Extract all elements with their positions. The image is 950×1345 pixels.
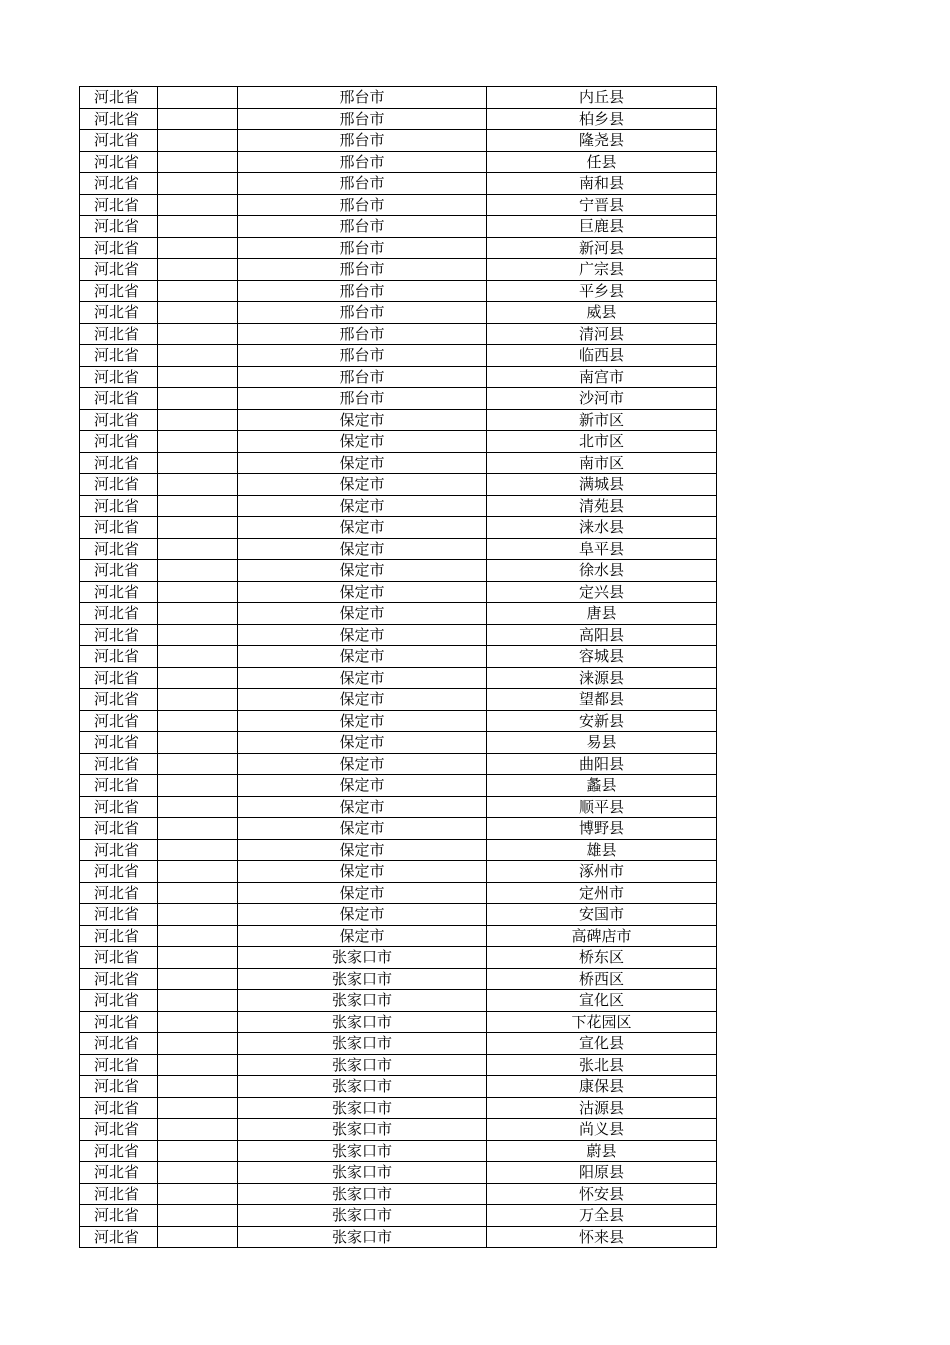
province-cell[interactable]: 河北省 — [80, 689, 158, 711]
city-cell[interactable]: 保定市 — [238, 839, 487, 861]
city-cell[interactable]: 邢台市 — [238, 130, 487, 152]
table-row — [80, 388, 717, 410]
city-cell[interactable]: 邢台市 — [238, 345, 487, 367]
province-cell[interactable]: 河北省 — [80, 237, 158, 259]
county-cell[interactable]: 万全县 — [487, 1205, 717, 1227]
table-row — [80, 194, 717, 216]
blank-cell[interactable] — [158, 753, 238, 775]
county-cell[interactable]: 博野县 — [487, 818, 717, 840]
blank-cell[interactable] — [158, 280, 238, 302]
county-cell[interactable]: 宁晋县 — [487, 194, 717, 216]
county-cell[interactable]: 宣化区 — [487, 990, 717, 1012]
blank-cell[interactable] — [158, 667, 238, 689]
city-cell[interactable]: 保定市 — [238, 581, 487, 603]
table-row — [80, 280, 717, 302]
table-row — [80, 689, 717, 711]
city-cell[interactable]: 保定市 — [238, 710, 487, 732]
county-cell[interactable]: 蔚县 — [487, 1140, 717, 1162]
table-row — [80, 173, 717, 195]
city-cell[interactable]: 邢台市 — [238, 173, 487, 195]
table-row — [80, 431, 717, 453]
province-cell[interactable]: 河北省 — [80, 280, 158, 302]
region-table-body — [80, 87, 717, 1248]
table-row — [80, 345, 717, 367]
city-cell[interactable]: 保定市 — [238, 495, 487, 517]
table-row — [80, 968, 717, 990]
province-cell[interactable]: 河北省 — [80, 517, 158, 539]
province-cell[interactable]: 河北省 — [80, 818, 158, 840]
blank-cell[interactable] — [158, 904, 238, 926]
county-cell[interactable]: 定州市 — [487, 882, 717, 904]
blank-cell[interactable] — [158, 968, 238, 990]
province-cell[interactable]: 河北省 — [80, 925, 158, 947]
county-cell[interactable]: 阜平县 — [487, 538, 717, 560]
city-cell[interactable]: 保定市 — [238, 689, 487, 711]
city-cell[interactable]: 保定市 — [238, 431, 487, 453]
province-cell[interactable]: 河北省 — [80, 452, 158, 474]
province-cell[interactable]: 河北省 — [80, 968, 158, 990]
blank-cell[interactable] — [158, 1162, 238, 1184]
table-row — [80, 732, 717, 754]
table-row — [80, 1226, 717, 1248]
province-cell[interactable]: 河北省 — [80, 1183, 158, 1205]
county-cell[interactable]: 张北县 — [487, 1054, 717, 1076]
city-cell[interactable]: 保定市 — [238, 560, 487, 582]
province-cell[interactable]: 河北省 — [80, 947, 158, 969]
blank-cell[interactable] — [158, 538, 238, 560]
province-cell[interactable]: 河北省 — [80, 108, 158, 130]
table-row — [80, 237, 717, 259]
province-cell[interactable]: 河北省 — [80, 302, 158, 324]
blank-cell[interactable] — [158, 839, 238, 861]
city-cell[interactable]: 张家口市 — [238, 1054, 487, 1076]
city-cell[interactable]: 保定市 — [238, 775, 487, 797]
table-row — [80, 474, 717, 496]
city-cell[interactable]: 张家口市 — [238, 990, 487, 1012]
table-row — [80, 818, 717, 840]
county-cell[interactable]: 威县 — [487, 302, 717, 324]
county-cell[interactable]: 南市区 — [487, 452, 717, 474]
city-cell[interactable]: 邢台市 — [238, 388, 487, 410]
table-row — [80, 925, 717, 947]
county-cell[interactable]: 涞源县 — [487, 667, 717, 689]
city-cell[interactable]: 保定市 — [238, 904, 487, 926]
county-cell[interactable]: 尚义县 — [487, 1119, 717, 1141]
blank-cell[interactable] — [158, 689, 238, 711]
province-cell[interactable]: 河北省 — [80, 366, 158, 388]
city-cell[interactable]: 邢台市 — [238, 237, 487, 259]
province-cell[interactable]: 河北省 — [80, 1205, 158, 1227]
city-cell[interactable]: 邢台市 — [238, 366, 487, 388]
blank-cell[interactable] — [158, 1011, 238, 1033]
county-cell[interactable]: 容城县 — [487, 646, 717, 668]
table-row — [80, 710, 717, 732]
table-row — [80, 302, 717, 324]
table-row — [80, 947, 717, 969]
city-cell[interactable]: 邢台市 — [238, 323, 487, 345]
blank-cell[interactable] — [158, 452, 238, 474]
blank-cell[interactable] — [158, 732, 238, 754]
city-cell[interactable]: 邢台市 — [238, 280, 487, 302]
county-cell[interactable]: 新市区 — [487, 409, 717, 431]
province-cell[interactable]: 河北省 — [80, 603, 158, 625]
blank-cell[interactable] — [158, 560, 238, 582]
blank-cell[interactable] — [158, 818, 238, 840]
city-cell[interactable]: 保定市 — [238, 474, 487, 496]
province-cell[interactable]: 河北省 — [80, 882, 158, 904]
province-cell[interactable]: 河北省 — [80, 1011, 158, 1033]
county-cell[interactable]: 雄县 — [487, 839, 717, 861]
county-cell[interactable]: 北市区 — [487, 431, 717, 453]
county-cell[interactable]: 定兴县 — [487, 581, 717, 603]
blank-cell[interactable] — [158, 1033, 238, 1055]
blank-cell[interactable] — [158, 130, 238, 152]
blank-cell[interactable] — [158, 345, 238, 367]
table-row — [80, 366, 717, 388]
province-cell[interactable]: 河北省 — [80, 990, 158, 1012]
blank-cell[interactable] — [158, 1205, 238, 1227]
table-row — [80, 1119, 717, 1141]
table-row — [80, 495, 717, 517]
city-cell[interactable]: 保定市 — [238, 538, 487, 560]
table-row — [80, 216, 717, 238]
county-cell[interactable]: 沽源县 — [487, 1097, 717, 1119]
blank-cell[interactable] — [158, 624, 238, 646]
province-cell[interactable]: 河北省 — [80, 323, 158, 345]
blank-cell[interactable] — [158, 323, 238, 345]
province-cell[interactable]: 河北省 — [80, 710, 158, 732]
blank-cell[interactable] — [158, 517, 238, 539]
table-row — [80, 108, 717, 130]
city-cell[interactable]: 保定市 — [238, 667, 487, 689]
province-cell[interactable]: 河北省 — [80, 861, 158, 883]
blank-cell[interactable] — [158, 495, 238, 517]
county-cell[interactable]: 清苑县 — [487, 495, 717, 517]
table-row — [80, 130, 717, 152]
table-row — [80, 990, 717, 1012]
blank-cell[interactable] — [158, 882, 238, 904]
table-row — [80, 882, 717, 904]
province-cell[interactable]: 河北省 — [80, 173, 158, 195]
blank-cell[interactable] — [158, 388, 238, 410]
city-cell[interactable]: 保定市 — [238, 409, 487, 431]
city-cell[interactable]: 保定市 — [238, 517, 487, 539]
province-cell[interactable]: 河北省 — [80, 194, 158, 216]
province-cell[interactable]: 河北省 — [80, 1054, 158, 1076]
table-row — [80, 603, 717, 625]
county-cell[interactable]: 南和县 — [487, 173, 717, 195]
table-row — [80, 624, 717, 646]
province-cell[interactable]: 河北省 — [80, 904, 158, 926]
province-cell[interactable]: 河北省 — [80, 796, 158, 818]
table-row — [80, 151, 717, 173]
province-cell[interactable]: 河北省 — [80, 345, 158, 367]
table-row — [80, 409, 717, 431]
blank-cell[interactable] — [158, 474, 238, 496]
county-cell[interactable]: 曲阳县 — [487, 753, 717, 775]
county-cell[interactable]: 柏乡县 — [487, 108, 717, 130]
table-row — [80, 1011, 717, 1033]
city-cell[interactable]: 邢台市 — [238, 194, 487, 216]
city-cell[interactable]: 张家口市 — [238, 947, 487, 969]
province-cell[interactable]: 河北省 — [80, 1162, 158, 1184]
blank-cell[interactable] — [158, 173, 238, 195]
city-cell[interactable]: 张家口市 — [238, 1033, 487, 1055]
province-cell[interactable]: 河北省 — [80, 1119, 158, 1141]
province-cell[interactable]: 河北省 — [80, 646, 158, 668]
city-cell[interactable]: 保定市 — [238, 732, 487, 754]
table-row — [80, 646, 717, 668]
province-cell[interactable]: 河北省 — [80, 151, 158, 173]
county-cell[interactable]: 临西县 — [487, 345, 717, 367]
table-row — [80, 323, 717, 345]
county-cell[interactable]: 满城县 — [487, 474, 717, 496]
county-cell[interactable]: 怀安县 — [487, 1183, 717, 1205]
city-cell[interactable]: 保定市 — [238, 603, 487, 625]
city-cell[interactable]: 邢台市 — [238, 108, 487, 130]
county-cell[interactable]: 南宫市 — [487, 366, 717, 388]
blank-cell[interactable] — [158, 1183, 238, 1205]
city-cell[interactable]: 邢台市 — [238, 259, 487, 281]
province-cell[interactable]: 河北省 — [80, 1076, 158, 1098]
city-cell[interactable]: 保定市 — [238, 646, 487, 668]
province-cell[interactable]: 河北省 — [80, 538, 158, 560]
blank-cell[interactable] — [158, 581, 238, 603]
county-cell[interactable]: 顺平县 — [487, 796, 717, 818]
blank-cell[interactable] — [158, 646, 238, 668]
county-cell[interactable]: 巨鹿县 — [487, 216, 717, 238]
province-cell[interactable]: 河北省 — [80, 624, 158, 646]
table-row — [80, 560, 717, 582]
blank-cell[interactable] — [158, 775, 238, 797]
county-cell[interactable]: 怀来县 — [487, 1226, 717, 1248]
county-cell[interactable]: 阳原县 — [487, 1162, 717, 1184]
province-cell[interactable]: 河北省 — [80, 1097, 158, 1119]
blank-cell[interactable] — [158, 603, 238, 625]
city-cell[interactable]: 保定市 — [238, 925, 487, 947]
county-cell[interactable]: 易县 — [487, 732, 717, 754]
county-cell[interactable]: 宣化县 — [487, 1033, 717, 1055]
table-row — [80, 1162, 717, 1184]
blank-cell[interactable] — [158, 366, 238, 388]
city-cell[interactable]: 张家口市 — [238, 1205, 487, 1227]
province-cell[interactable]: 河北省 — [80, 495, 158, 517]
blank-cell[interactable] — [158, 431, 238, 453]
province-cell[interactable]: 河北省 — [80, 1226, 158, 1248]
province-cell[interactable]: 河北省 — [80, 259, 158, 281]
province-cell[interactable]: 河北省 — [80, 1033, 158, 1055]
city-cell[interactable]: 张家口市 — [238, 1119, 487, 1141]
table-row — [80, 1076, 717, 1098]
blank-cell[interactable] — [158, 237, 238, 259]
province-cell[interactable]: 河北省 — [80, 409, 158, 431]
blank-cell[interactable] — [158, 1076, 238, 1098]
county-cell[interactable]: 康保县 — [487, 1076, 717, 1098]
province-cell[interactable]: 河北省 — [80, 1140, 158, 1162]
county-cell[interactable]: 蠡县 — [487, 775, 717, 797]
province-cell[interactable]: 河北省 — [80, 130, 158, 152]
city-cell[interactable]: 邢台市 — [238, 216, 487, 238]
blank-cell[interactable] — [158, 710, 238, 732]
city-cell[interactable]: 邢台市 — [238, 302, 487, 324]
blank-cell[interactable] — [158, 1226, 238, 1248]
table-row — [80, 1097, 717, 1119]
county-cell[interactable]: 广宗县 — [487, 259, 717, 281]
county-cell[interactable]: 徐水县 — [487, 560, 717, 582]
blank-cell[interactable] — [158, 947, 238, 969]
county-cell[interactable]: 安国市 — [487, 904, 717, 926]
table-row — [80, 1140, 717, 1162]
county-cell[interactable]: 下花园区 — [487, 1011, 717, 1033]
blank-cell[interactable] — [158, 1097, 238, 1119]
city-cell[interactable]: 邢台市 — [238, 87, 487, 109]
table-row — [80, 452, 717, 474]
county-cell[interactable]: 涞水县 — [487, 517, 717, 539]
city-cell[interactable]: 张家口市 — [238, 1183, 487, 1205]
province-cell[interactable]: 河北省 — [80, 216, 158, 238]
county-cell[interactable]: 隆尧县 — [487, 130, 717, 152]
table-row — [80, 1033, 717, 1055]
city-cell[interactable]: 保定市 — [238, 818, 487, 840]
city-cell[interactable]: 保定市 — [238, 624, 487, 646]
table-row — [80, 861, 717, 883]
county-cell[interactable]: 桥西区 — [487, 968, 717, 990]
province-cell[interactable]: 河北省 — [80, 753, 158, 775]
table-row — [80, 1054, 717, 1076]
county-cell[interactable]: 高碑店市 — [487, 925, 717, 947]
table-row — [80, 1183, 717, 1205]
county-cell[interactable]: 桥东区 — [487, 947, 717, 969]
county-cell[interactable]: 高阳县 — [487, 624, 717, 646]
city-cell[interactable]: 张家口市 — [238, 1140, 487, 1162]
city-cell[interactable]: 保定市 — [238, 452, 487, 474]
blank-cell[interactable] — [158, 925, 238, 947]
city-cell[interactable]: 张家口市 — [238, 1162, 487, 1184]
county-cell[interactable]: 涿州市 — [487, 861, 717, 883]
city-cell[interactable]: 张家口市 — [238, 1076, 487, 1098]
county-cell[interactable]: 新河县 — [487, 237, 717, 259]
province-cell[interactable]: 河北省 — [80, 775, 158, 797]
blank-cell[interactable] — [158, 409, 238, 431]
county-cell[interactable]: 内丘县 — [487, 87, 717, 109]
region-table — [79, 86, 717, 1248]
blank-cell[interactable] — [158, 990, 238, 1012]
city-cell[interactable]: 张家口市 — [238, 968, 487, 990]
county-cell[interactable]: 平乡县 — [487, 280, 717, 302]
table-row — [80, 839, 717, 861]
blank-cell[interactable] — [158, 87, 238, 109]
city-cell[interactable]: 保定市 — [238, 796, 487, 818]
city-cell[interactable]: 邢台市 — [238, 151, 487, 173]
blank-cell[interactable] — [158, 861, 238, 883]
table-row — [80, 538, 717, 560]
city-cell[interactable]: 张家口市 — [238, 1011, 487, 1033]
county-cell[interactable]: 唐县 — [487, 603, 717, 625]
blank-cell[interactable] — [158, 1119, 238, 1141]
city-cell[interactable]: 张家口市 — [238, 1226, 487, 1248]
table-row — [80, 259, 717, 281]
city-cell[interactable]: 张家口市 — [238, 1097, 487, 1119]
province-cell[interactable]: 河北省 — [80, 839, 158, 861]
province-cell[interactable]: 河北省 — [80, 581, 158, 603]
blank-cell[interactable] — [158, 194, 238, 216]
table-row — [80, 581, 717, 603]
table-row — [80, 753, 717, 775]
province-cell[interactable]: 河北省 — [80, 667, 158, 689]
county-cell[interactable]: 望都县 — [487, 689, 717, 711]
province-cell[interactable]: 河北省 — [80, 560, 158, 582]
blank-cell[interactable] — [158, 151, 238, 173]
county-cell[interactable]: 清河县 — [487, 323, 717, 345]
table-row — [80, 517, 717, 539]
province-cell[interactable]: 河北省 — [80, 732, 158, 754]
blank-cell[interactable] — [158, 796, 238, 818]
table-row — [80, 796, 717, 818]
city-cell[interactable]: 保定市 — [238, 861, 487, 883]
blank-cell[interactable] — [158, 216, 238, 238]
province-cell[interactable]: 河北省 — [80, 388, 158, 410]
county-cell[interactable]: 安新县 — [487, 710, 717, 732]
blank-cell[interactable] — [158, 108, 238, 130]
table-row — [80, 775, 717, 797]
table-row — [80, 904, 717, 926]
table-row — [80, 87, 717, 109]
province-cell[interactable]: 河北省 — [80, 87, 158, 109]
blank-cell[interactable] — [158, 1054, 238, 1076]
province-cell[interactable]: 河北省 — [80, 431, 158, 453]
city-cell[interactable]: 保定市 — [238, 753, 487, 775]
table-row — [80, 1205, 717, 1227]
blank-cell[interactable] — [158, 1140, 238, 1162]
blank-cell[interactable] — [158, 259, 238, 281]
city-cell[interactable]: 保定市 — [238, 882, 487, 904]
province-cell[interactable]: 河北省 — [80, 474, 158, 496]
table-row — [80, 667, 717, 689]
county-cell[interactable]: 任县 — [487, 151, 717, 173]
county-cell[interactable]: 沙河市 — [487, 388, 717, 410]
blank-cell[interactable] — [158, 302, 238, 324]
